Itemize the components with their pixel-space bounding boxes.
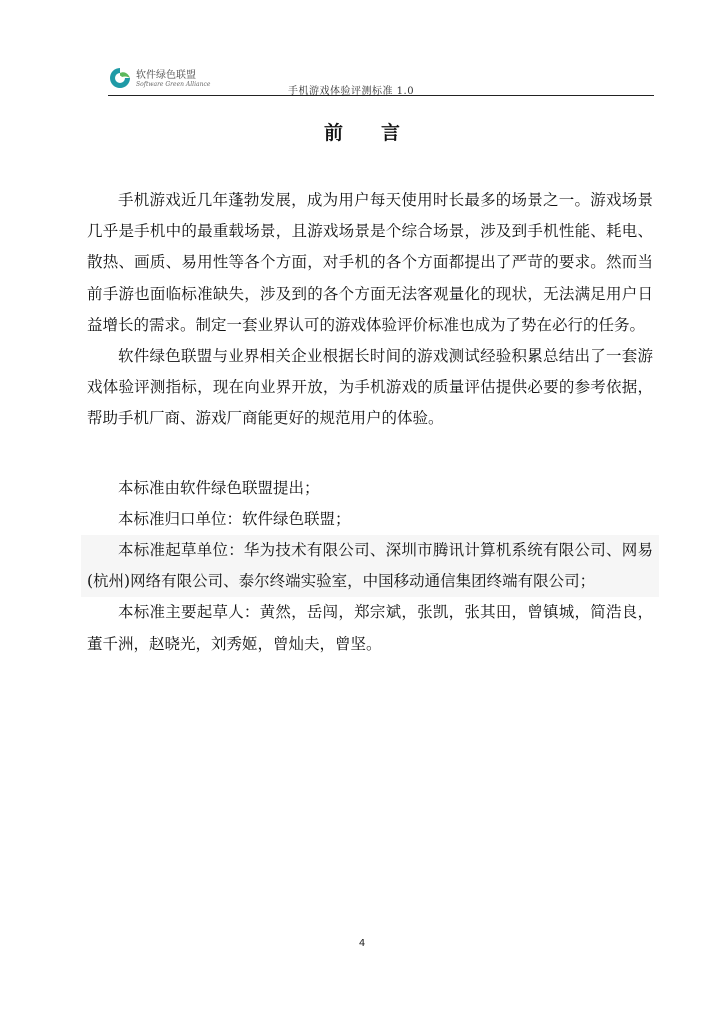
logo-name-en: Software Green Alliance bbox=[136, 81, 211, 88]
paragraph-gap bbox=[87, 435, 653, 473]
statement-owner: 本标准归口单位：软件绿色联盟； bbox=[118, 509, 351, 528]
document-header-title: 手机游戏体验评测标准 1.0 bbox=[288, 86, 415, 97]
statement-proposer: 本标准由软件绿色联盟提出； bbox=[118, 478, 320, 497]
body-paragraph: 软件绿色联盟与业界相关企业根据长时间的游戏测试经验积累总结出了一套游戏体验评测指标，现在向业界开放，为手机游戏的质量评估提供必要的参考依据，帮助手机厂商、游戏厂商能更好的规范用户的体验。 bbox=[87, 347, 653, 428]
document-body bbox=[87, 185, 653, 660]
page-header bbox=[108, 62, 654, 96]
statement-drafting-units: 本标准起草单位：华为技术有限公司、深圳市腾讯计算机系统有限公司、网易(杭州)网络有限公司、泰尔终端实验室，中国移动通信集团终端有限公司； bbox=[81, 535, 659, 597]
body-paragraph: 手机游戏近几年蓬勃发展，成为用户每天使用时长最多的场景之一。游戏场景几乎是手机中的最重载场景，且游戏场景是个综合场景，涉及到手机性能、耗电、散热、画质、易用性等各个方面，对手机的各个方面都提出了严苛的要求。然而当前手游也面临标准缺失，涉及到的各个方面无法客观量化的现状，无法满足用户日益增长的需求。制定一套业界认可的游戏体验评价标准也成为了势在必行的任务。 bbox=[87, 191, 653, 334]
statement-drafters: 本标准主要起草人：黄然，岳闯，郑宗斌，张凯，张其田，曾镇城，简浩良，董千洲，赵晓光，刘秀姬，曾灿夫，曾坚。 bbox=[87, 603, 653, 653]
page-title: 前 言 bbox=[323, 122, 400, 144]
logo-name-cn: 软件绿色联盟 bbox=[136, 70, 196, 81]
header-rule bbox=[108, 95, 654, 96]
software-green-alliance-logo-icon bbox=[108, 66, 132, 90]
page-number: 4 bbox=[358, 938, 366, 949]
